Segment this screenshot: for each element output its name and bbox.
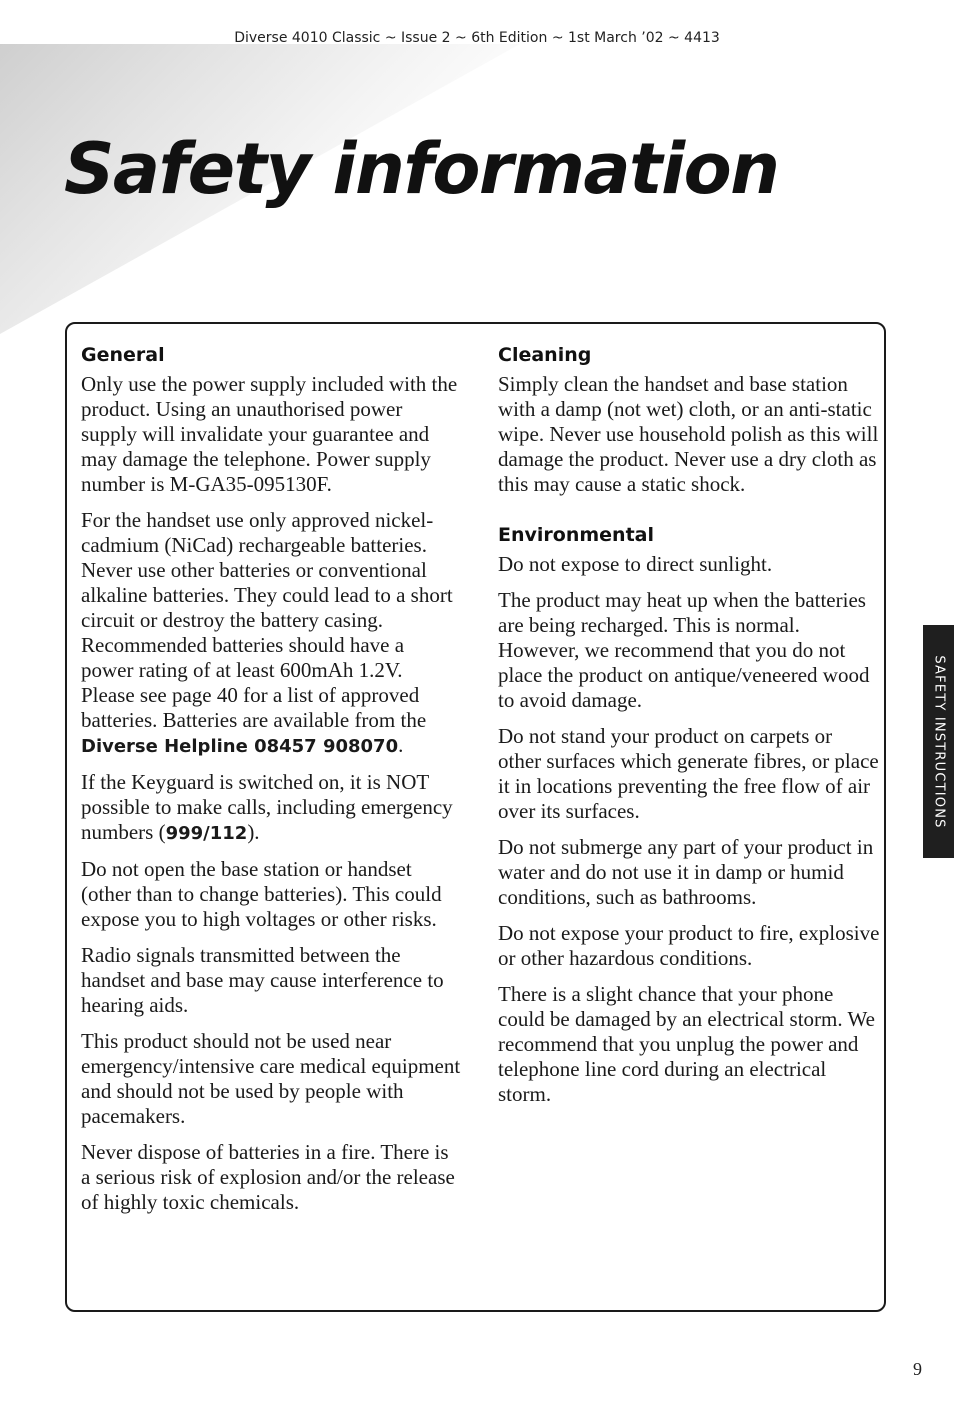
helpline-number: Diverse Helpline 08457 908070 <box>81 736 399 757</box>
general-paragraph-radio-signals: Radio signals transmitted between the handset and base may cause interference to hearing aids. <box>81 943 444 1017</box>
keyguard-text: If the Keyguard is switched on, it is NOT possible to make calls, including emergency numbers ( <box>81 770 453 844</box>
environmental-paragraph-sunlight: Do not expose to direct sunlight. <box>498 552 773 576</box>
left-column <box>81 344 461 1226</box>
general-paragraph-power-supply: Only use the power supply included with the product. Using an unauthorised power supply will invalidate your guarantee and may damage the telephone. Power supply number is M-GA35-095130F. <box>81 372 458 496</box>
general-paragraph-batteries <box>81 508 461 759</box>
section-heading-cleaning: Cleaning <box>498 344 592 366</box>
environmental-paragraph-storm: There is a slight chance that your phone could be damaged by an electrical storm. We recommend that you unplug the power and telephone line cord during an electrical storm. <box>498 982 875 1106</box>
page-title: Safety information <box>64 128 779 210</box>
safety-content-box <box>65 322 886 1312</box>
environmental-paragraph-fire: Do not expose your product to fire, explosive or other hazardous conditions. <box>498 921 880 970</box>
environmental-paragraph-carpets: Do not stand your product on carpets or other surfaces which generate fibres, or place it in locations preventing the free flow of air over its surfaces. <box>498 724 879 823</box>
batteries-text: For the handset use only approved nickel-cadmium (NiCad) rechargeable batteries. Never use other batteries or conventional alkaline batteries. They could lead to a short circuit or destroy the battery casing. Recommended batteries should have a power rating of at least 600mAh 1.2V. Please see page 40 for a list of approved batteries. Batteries are available from the <box>81 508 453 732</box>
side-tab-label: SAFETY INSTRUCTIONS <box>931 654 946 829</box>
environmental-paragraph-heat: The product may heat up when the batteries are being recharged. This is normal. However, we recommend that you do not place the product on antique/veneered wood to avoid damage. <box>498 588 870 712</box>
right-column <box>498 344 880 1118</box>
side-tab-safety-instructions <box>923 625 954 858</box>
environmental-paragraph-water: Do not submerge any part of your product in water and do not use it in damp or humid conditions, such as bathrooms. <box>498 835 874 909</box>
emergency-numbers: 999/112 <box>165 823 248 844</box>
keyguard-text-end: ). <box>247 820 260 844</box>
general-paragraph-do-not-open: Do not open the base station or handset (other than to change batteries). This could expose you to high voltages or other risks. <box>81 857 442 931</box>
running-header: Diverse 4010 Classic ~ Issue 2 ~ 6th Edition ~ 1st March ’02 ~ 4413 <box>234 30 720 46</box>
page-number: 9 <box>913 1359 922 1379</box>
general-paragraph-battery-disposal: Never dispose of batteries in a fire. There is a serious risk of explosion and/or the release of highly toxic chemicals. <box>81 1140 455 1214</box>
batteries-text-end: . <box>398 733 404 757</box>
general-paragraph-keyguard <box>81 770 461 846</box>
section-heading-general: General <box>81 344 165 366</box>
cleaning-paragraph: Simply clean the handset and base station with a damp (not wet) cloth, or an anti-static wipe. Never use household polish as this will damage the product. Never use a dry cloth as this may cause a static shock. <box>498 372 879 496</box>
general-paragraph-medical-equipment: This product should not be used near emergency/intensive care medical equipment and should not be used by people with pacemakers. <box>81 1029 461 1128</box>
section-heading-environmental: Environmental <box>498 524 654 546</box>
